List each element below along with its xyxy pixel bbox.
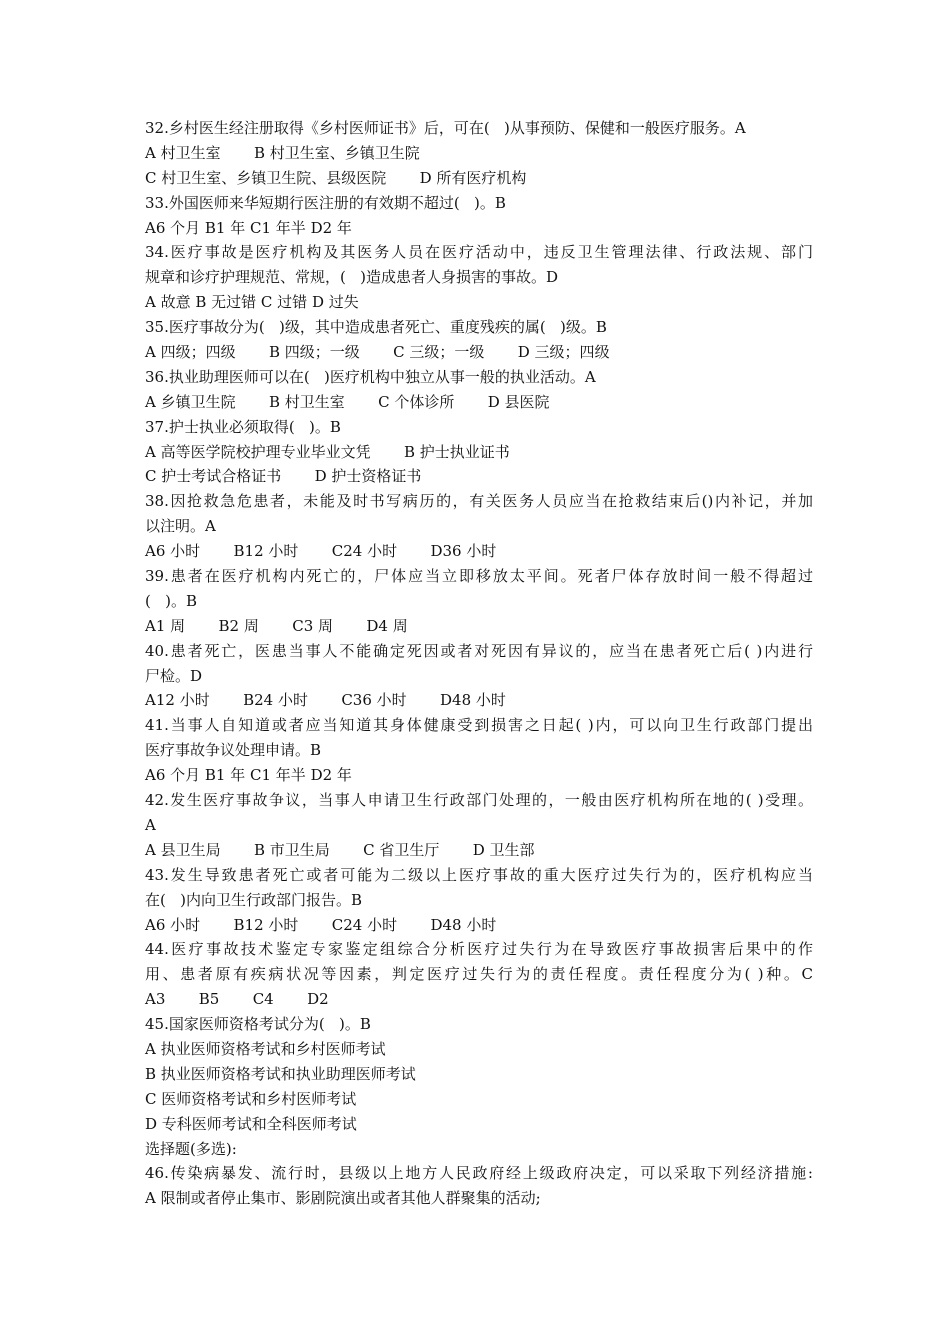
text-line: 34.医疗事故是医疗机构及其医务人员在医疗活动中，违反卫生管理法律、行政法规、部门 [145, 243, 813, 262]
text-line: ( )。B [145, 591, 198, 610]
text-line: A 故意 B 无过错 C 过错 D 过失 [145, 293, 359, 312]
text-line: A 四级；四级 B 四级；一级 C 三级；一级 D 三级；四级 [145, 343, 610, 362]
text-line: 选择题(多选): [145, 1139, 237, 1158]
text-line: C 护士考试合格证书 D 护士资格证书 [145, 467, 422, 486]
document-page [145, 116, 813, 1211]
text-line: A [145, 815, 156, 834]
text-line: 43.发生导致患者死亡或者可能为二级以上医疗事故的重大医疗过失行为的，医疗机构应当 [145, 865, 813, 884]
text-line: A 村卫生室 B 村卫生室、乡镇卫生院 [145, 143, 420, 162]
text-line: 33.外国医师来华短期行医注册的有效期不超过( )。B [145, 193, 506, 212]
text-line: A6 小时 B12 小时 C24 小时 D48 小时 [145, 915, 497, 934]
text-line: A3 B5 C4 D2 [145, 990, 329, 1009]
text-line: 45.国家医师资格考试分为( )。B [145, 1015, 371, 1034]
text-line: 规章和诊疗护理规范、常规，( )造成患者人身损害的事故。D [145, 268, 559, 287]
text-line: 以注明。A [145, 517, 216, 536]
text-line: A12 小时 B24 小时 C36 小时 D48 小时 [145, 691, 506, 710]
text-line: B 执业医师资格考试和执业助理医师考试 [145, 1064, 416, 1083]
text-line: A1 周 B2 周 C3 周 D4 周 [145, 616, 408, 635]
text-line: 36.执业助理医师可以在( )医疗机构中独立从事一般的执业活动。A [145, 367, 596, 386]
text-line: A 县卫生局 B 市卫生局 C 省卫生厅 D 卫生部 [145, 840, 535, 859]
text-line: 41.当事人自知道或者应当知道其身体健康受到损害之日起( )内，可以向卫生行政部门提出 [145, 716, 813, 735]
text-line: A 乡镇卫生院 B 村卫生室 C 个体诊所 D 县医院 [145, 392, 550, 411]
text-line: 医疗事故争议处理申请。B [145, 741, 322, 760]
text-line: D 专科医师考试和全科医师考试 [145, 1114, 357, 1133]
text-line: 46.传染病暴发、流行时，县级以上地方人民政府经上级政府决定，可以采取下列经济措施: [145, 1164, 813, 1183]
text-line: 44.医疗事故技术鉴定专家鉴定组综合分析医疗过失行为在导致医疗事故损害后果中的作 [145, 940, 813, 959]
text-line: 37.护士执业必须取得( )。B [145, 417, 341, 436]
text-line: A6 个月 B1 年 C1 年半 D2 年 [145, 218, 352, 237]
text-line: 40.患者死亡，医患当事人不能确定死因或者对死因有异议的，应当在患者死亡后( )内进行 [145, 641, 813, 660]
text-line: A6 个月 B1 年 C1 年半 D2 年 [145, 766, 352, 785]
text-line: 32.乡村医生经注册取得《乡村医师证书》后，可在( )从事预防、保健和一般医疗服务。A [145, 119, 746, 137]
text-line: 尸检。D [145, 666, 203, 685]
text-line: A 执业医师资格考试和乡村医师考试 [145, 1039, 386, 1058]
text-line: 35.医疗事故分为( )级，其中造成患者死亡、重度残疾的属( )级。B [145, 318, 607, 337]
text-line: 在( )内向卫生行政部门报告。B [145, 890, 363, 909]
text-line: 用、患者原有疾病状况等因素，判定医疗过失行为的责任程度。责任程度分为( )种。C [145, 965, 813, 984]
text-line: A6 小时 B12 小时 C24 小时 D36 小时 [145, 542, 497, 561]
text-line: C 医师资格考试和乡村医师考试 [145, 1089, 357, 1108]
text-line: 39.患者在医疗机构内死亡的，尸体应当立即移放太平间。死者尸体存放时间一般不得超过 [145, 567, 813, 586]
text-line: 38.因抢救急危患者，未能及时书写病历的，有关医务人员应当在抢救结束后()内补记，并加 [145, 492, 813, 511]
text-line: 42.发生医疗事故争议，当事人申请卫生行政部门处理的，一般由医疗机构所在地的( )受理。 [145, 791, 813, 810]
text-line: C 村卫生室、乡镇卫生院、县级医院 D 所有医疗机构 [145, 168, 527, 187]
text-line: A 高等医学院校护理专业毕业文凭 B 护士执业证书 [145, 442, 510, 461]
text-line: A 限制或者停止集市、影剧院演出或者其他人群聚集的活动; [145, 1189, 541, 1208]
